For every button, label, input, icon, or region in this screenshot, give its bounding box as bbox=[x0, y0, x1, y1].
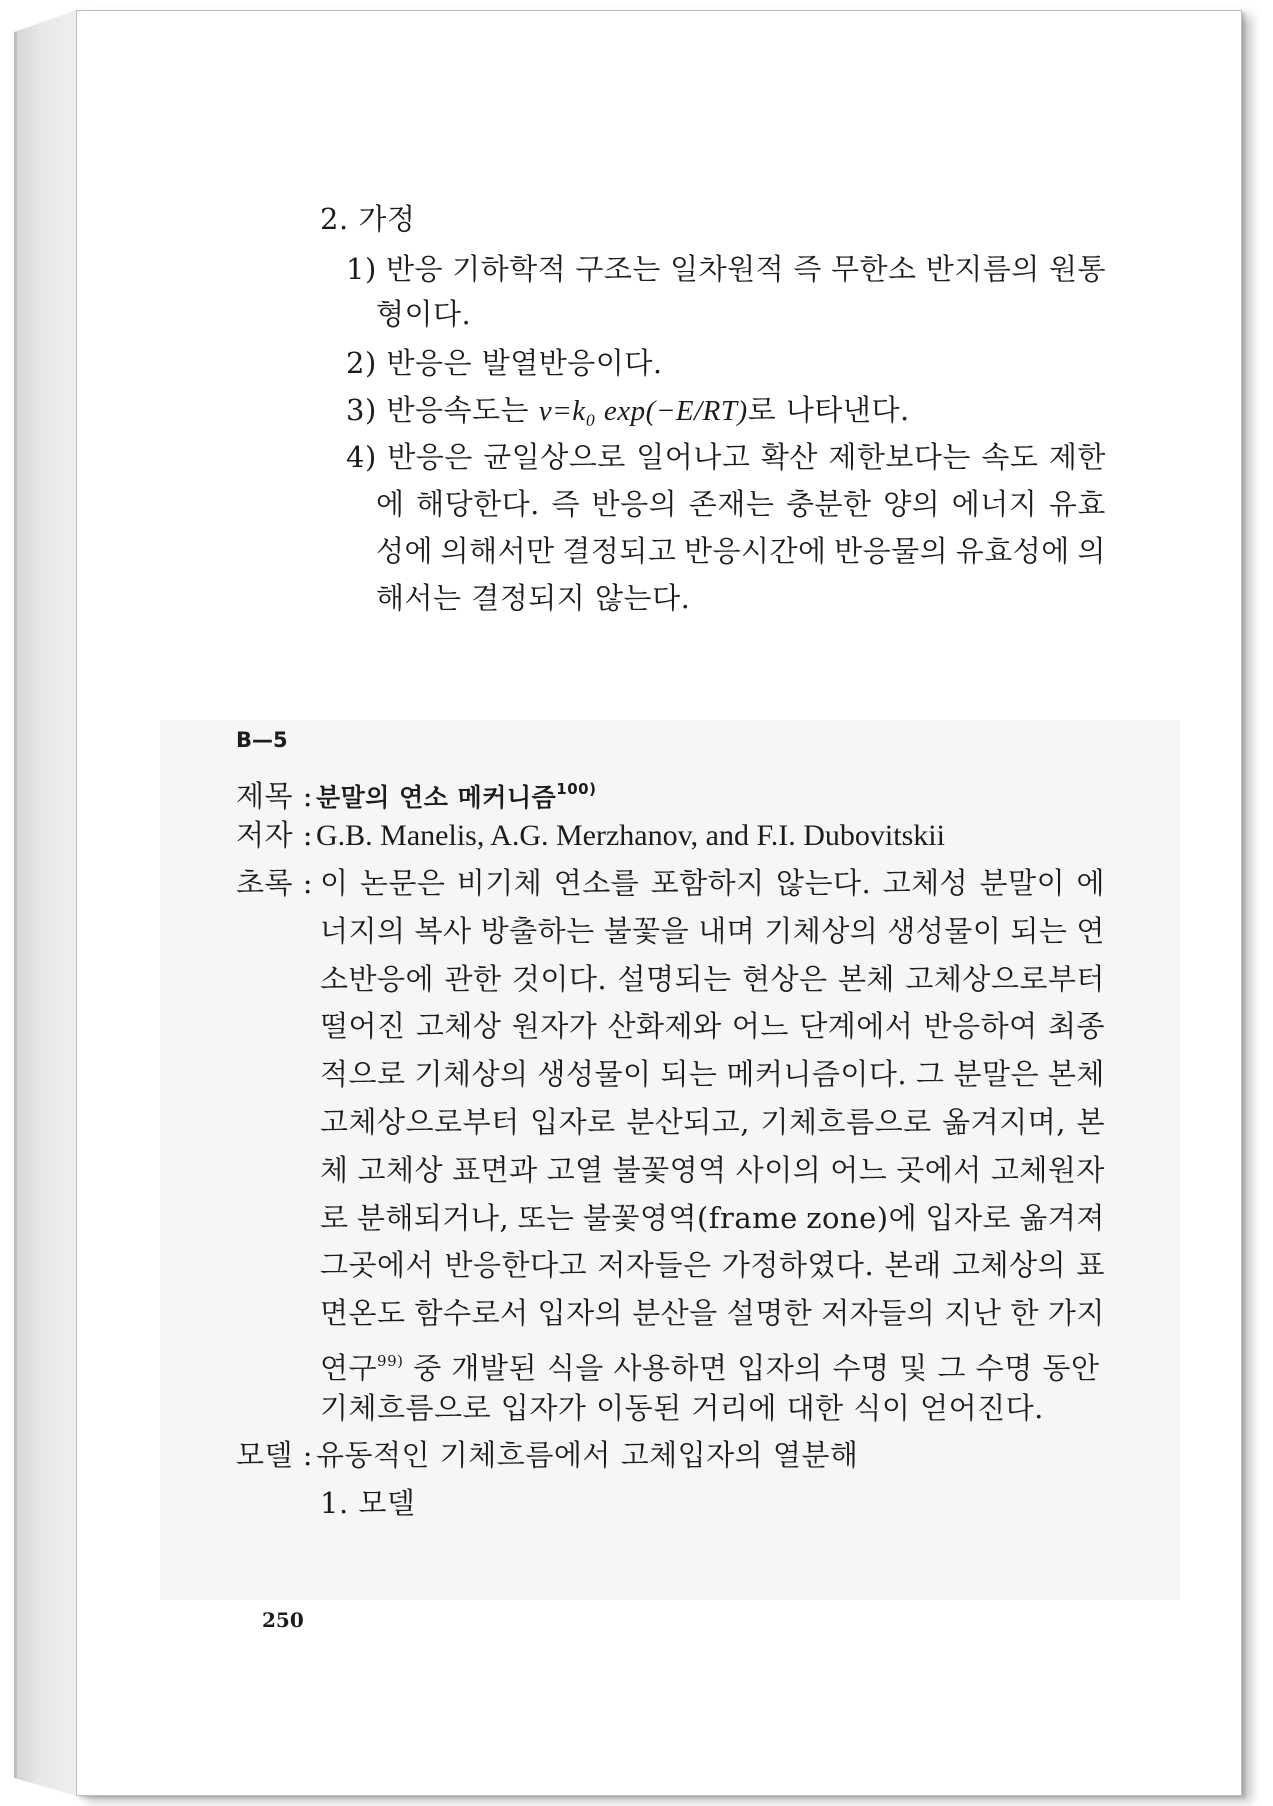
assumption-4-line-3 bbox=[376, 534, 1106, 568]
title-reference: 100) bbox=[556, 780, 597, 798]
abstract-line-text: 로 분해되거나, 또는 불꽃영역(frame zone)에 입자로 옮겨져 bbox=[320, 1201, 1105, 1235]
abstract-line bbox=[320, 1248, 1105, 1282]
abstract-line-text: 그곳에서 반응한다고 저자들은 가정하였다. 본래 고체상의 표 bbox=[320, 1248, 1105, 1282]
abstract-label: 초록 : bbox=[236, 866, 314, 900]
abstract-line-text: 면온도 함수로서 입자의 분산을 설명한 저자들의 지난 한 가지 bbox=[320, 1296, 1105, 1330]
title-row bbox=[236, 772, 596, 815]
rate-formula: v=k₀ exp(−E/RT) bbox=[538, 395, 748, 427]
title-label: 제목 : bbox=[236, 779, 314, 813]
assumption-4-line-2 bbox=[376, 487, 1106, 521]
abstract-line-11-text bbox=[320, 1344, 1105, 1385]
authors: G.B. Manelis, A.G. Merzhanov, and F.I. Dubovitskii bbox=[316, 819, 945, 852]
assumption-1-line-1 bbox=[346, 252, 1106, 286]
assumption-4-text-1: 4) 반응은 균일상으로 일어나고 확산 제한보다는 속도 제한 bbox=[346, 440, 1106, 474]
model-subheading: 1. 모델 bbox=[320, 1486, 416, 1520]
abstract-line-11 bbox=[320, 1344, 1105, 1385]
assumption-1-line-2: 형이다. bbox=[376, 297, 472, 331]
page-number: 250 bbox=[262, 1608, 304, 1632]
assumption-3 bbox=[346, 393, 910, 428]
assumption-3-suffix: 로 나타낸다. bbox=[747, 393, 910, 427]
abstract-line bbox=[320, 1296, 1105, 1330]
assumption-2: 2) 반응은 발열반응이다. bbox=[346, 346, 663, 380]
assumption-1-text: 1) 반응 기하학적 구조는 일차원적 즉 무한소 반지름의 원통 bbox=[346, 252, 1106, 286]
reference-99: 99) bbox=[377, 1352, 404, 1370]
abstract-line-text: 너지의 복사 방출하는 불꽃을 내며 기체상의 생성물이 되는 연 bbox=[320, 914, 1105, 948]
entry-id: B—5 bbox=[236, 728, 288, 752]
abstract-line bbox=[320, 1153, 1105, 1187]
assumption-4-text-3: 성에 의해서만 결정되고 반응시간에 반응물의 유효성에 의 bbox=[376, 534, 1106, 568]
abstract-l11-post: 중 개발된 식을 사용하면 입자의 수명 및 그 수명 동안 bbox=[403, 1351, 1100, 1385]
abstract-line bbox=[320, 1057, 1105, 1091]
abstract-line bbox=[320, 1105, 1105, 1139]
abstract-line-text: 체 고체상 표면과 고열 불꽃영역 사이의 어느 곳에서 고체원자 bbox=[320, 1153, 1105, 1187]
abstract-line bbox=[320, 962, 1105, 996]
abstract-line bbox=[320, 914, 1105, 948]
abstract-line bbox=[320, 1201, 1105, 1235]
abstract-line-12: 기체흐름으로 입자가 이동된 거리에 대한 식이 얻어진다. bbox=[320, 1391, 1044, 1425]
abstract-line-text: 고체상으로부터 입자로 분산되고, 기체흐름으로 옮겨지며, 본 bbox=[320, 1105, 1105, 1139]
abstract-line-text: 적으로 기체상의 생성물이 되는 메커니즘이다. 그 분말은 본체 bbox=[320, 1057, 1105, 1091]
section-heading: 2. 가정 bbox=[320, 202, 416, 236]
model-row bbox=[236, 1438, 858, 1472]
assumption-3-prefix: 3) 반응속도는 bbox=[346, 393, 539, 427]
model-text: 유동적인 기체흐름에서 고체입자의 열분해 bbox=[316, 1438, 859, 1472]
paper-title: 분말의 연소 메커니즘 bbox=[316, 783, 557, 812]
abstract-line-text: 이 논문은 비기체 연소를 포함하지 않는다. 고체성 분말이 에 bbox=[320, 866, 1105, 900]
author-label: 저자 : bbox=[236, 818, 314, 852]
abstract-l11-pre: 연구 bbox=[320, 1351, 378, 1385]
assumption-4-text-2: 에 해당한다. 즉 반응의 존재는 충분한 양의 에너지 유효 bbox=[376, 487, 1106, 521]
book-spine bbox=[14, 10, 77, 1796]
abstract-line-text: 소반응에 관한 것이다. 설명되는 현상은 본체 고체상으로부터 bbox=[320, 962, 1105, 996]
abstract-line bbox=[320, 1009, 1105, 1043]
author-row bbox=[236, 818, 945, 853]
abstract-line bbox=[320, 866, 1105, 900]
model-label: 모델 : bbox=[236, 1438, 314, 1472]
abstract-line-text: 떨어진 고체상 원자가 산화제와 어느 단계에서 반응하여 최종 bbox=[320, 1009, 1105, 1043]
assumption-4-line-4: 해서는 결정되지 않는다. bbox=[376, 581, 691, 615]
assumption-4-line-1 bbox=[346, 440, 1106, 474]
